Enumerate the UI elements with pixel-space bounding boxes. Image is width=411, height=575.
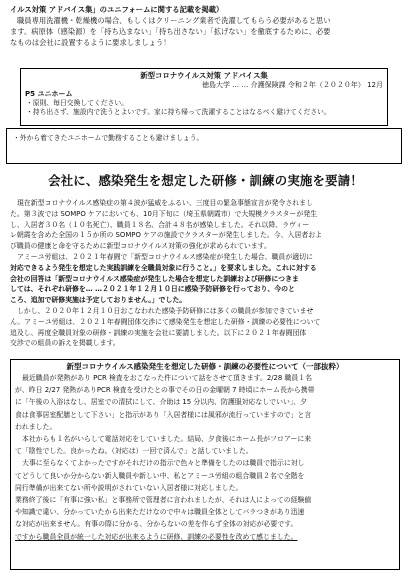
note-box-item: ・外から着てきたユニホームで勤務することも避けましょう。 xyxy=(13,134,204,142)
testimony-line: 大事に至らなくてよかったですがそれだけの指示で色々と準備をしたのは職員で指示に対し xyxy=(22,459,305,468)
body-line: レ朝霞を含めた全国の１５か所の SOMPO ケアの施設でクラスターが発生しました。今、入居者およ xyxy=(10,231,323,240)
testimony-line: 本社からも１名がいらして電話対応をしていました。結局、夕食後にホーム長がフロアーに来 xyxy=(22,435,312,444)
intro-line: 職員専用洗濯機・乾燥機の場合、もしくはクリーニング業者で洗濯してもらう必要があると思い xyxy=(17,16,331,25)
body-line: び職員の健康と命を守るために新型コロナウイルス対策の強化が求められています。 xyxy=(10,242,271,251)
testimony-box xyxy=(10,359,400,570)
testimony-line: てどうして良いか分からない新人職員や新しい中、私とアミーユ労組の組合職員２名で全階を xyxy=(15,471,305,480)
intro-line: イルス対策 アドバイス集」のユニフォームに関する記載を掲載） xyxy=(10,5,224,14)
testimony-line: 最近職員が発熱があり PCR 検査をおこなった件について話をさせて頂きます。2/28 職員１名 xyxy=(22,374,313,382)
intro-line: ます。病原体（感染源）を「持ち込まない」「持ち出さない」「拡げない」を徹底するために、必要 xyxy=(10,27,331,36)
body-line: ころ、追加で研修実施は予定しておりません。」でした。 xyxy=(10,296,187,305)
body-line: アミーユ労組は、２０２１年春闘で「新型コロナウイルス感染症が発生した場合、職員が適切に xyxy=(17,252,313,261)
testimony-line: われました。 xyxy=(15,422,57,431)
intro-text xyxy=(10,4,402,48)
body-line: しかし、２０２０年１２月１０日おこなわれた感染予防研修には多くの職員が参加できていませ xyxy=(17,306,314,315)
testimony-box-title: 新型コロナウイルス感染発生を想定した研修・訓練の必要性について（一部抜粋） xyxy=(66,362,344,371)
testimony-line: て「陰性でした。良かったね。（対応は）一回で済んで」と話していました。 xyxy=(15,447,253,456)
advice-box-item: ・原則、毎日交換してください。 xyxy=(26,99,128,107)
body-line: 会社の回答は「新型コロナウイルス感染症が発生した場合を想定した訓練および研修につきま xyxy=(10,274,299,283)
testimony-line: 同行準備が出来てない所や説明がされていない入居者様に対応しました。 xyxy=(15,483,243,492)
body-line: た。第３波では SOMPO ケアにおいても、10月下旬に（埼玉県朝霞市）で大規模クラスターが発生 xyxy=(10,209,317,218)
intro-line: なものは会社に設置するように要求しましょう！ xyxy=(10,38,171,47)
testimony-line: が、昨日 2/27 発熱がありPCR 検査を受けたとの事でその日の金曜朝 7 時頃にホーム長から携帯 xyxy=(15,386,315,395)
body-line: しては、それぞれ研修を… …２０２１年１２月１０日に感染予防研修を行っており、今のと xyxy=(10,285,295,294)
body-text xyxy=(10,198,402,349)
testimony-line: や知識で違い、分かっていたから出来ただけなので中々は職員全体としてバラつきがあり迅速 xyxy=(15,508,305,517)
testimony-line: 食は食事居室配膳として下さい」と指示があり「入居者様には風邪が流行っていますので」と言 xyxy=(15,410,312,419)
testimony-line: 業務終了後に「有事に強い私」と事務所で管理者に言われましたが、それは人によっての経験値 xyxy=(15,496,312,505)
body-line: 対応できるよう発生を想定した実践訓練を全職員対象に行うこと。」を要求しました。これに対する xyxy=(10,263,317,272)
advice-box-item: ・持ち出さず、施設内で洗うとよいです。家に持ち帰って洗濯することはなるべく避けてください。 xyxy=(26,108,331,116)
testimony-line: な対応が出来ません。有事の際に分かる、分からないの差を作らず全体の対応が必要です。 xyxy=(15,520,298,529)
headline: 会社に、感染発生を想定した研修・訓練の実施を要請！ xyxy=(48,173,363,188)
note-box xyxy=(6,128,402,164)
advice-box-section: P5 ユニホーム xyxy=(25,90,73,98)
body-line: 交渉での組員の訴えを掲載します。 xyxy=(10,339,120,348)
testimony-line: に「午後の入浴はなし、居室での清拭にして、介助は 15 分以内、防護服対応なしでいい」、夕 xyxy=(15,398,308,407)
advice-box-source: 徳島大学 … … 介護保険課 令和２年（２０２０年） 12月 xyxy=(201,81,383,89)
advice-box xyxy=(20,68,388,126)
advice-box-title: 新型コロナウイルス対策 アドバイス集 xyxy=(140,71,268,80)
body-line: ん。アミーユ労組は、２０２１年春闘団体交渉にて感染発生を想定した研修・訓練の必要性について xyxy=(10,317,321,326)
body-line: 現在新型コロナウイルス感染症の第４波が猛威をふるい、三度目の緊急事態宣言が発令されまし xyxy=(17,199,313,207)
testimony-line: ですから職員全員が統一した対応が出来るように研修、訓練の必要性を改めて感じました。 xyxy=(15,532,298,541)
body-line: 追及し、再度全職員対象の研修・訓練の実施を会社に要請しました。以下に２０２１年春闘団体 xyxy=(10,328,307,337)
body-line: し、入居者３０名（１０名死亡）、職員１８名、合計４８名が感染しました。それ以降、ラヴィー xyxy=(10,220,310,229)
